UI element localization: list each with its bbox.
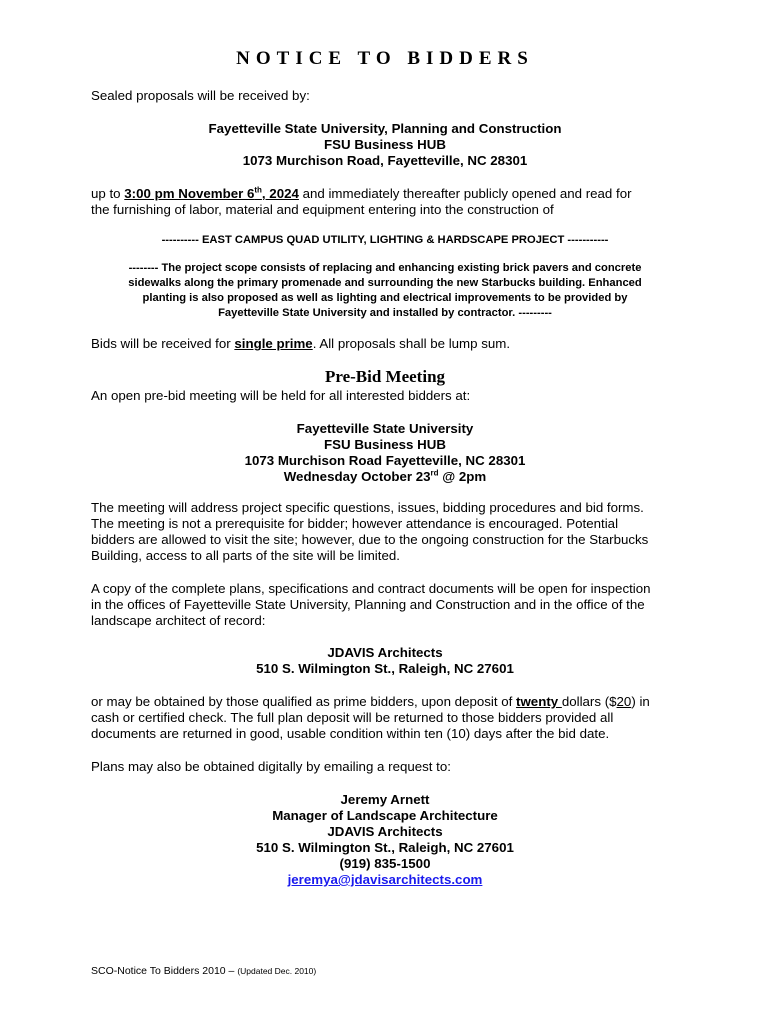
scope-line: sidewalks along the primary promenade and surrounding the new Starbucks building. Enhanced: [128, 277, 642, 289]
meeting-line: bidders are allowed to visit the site; however, due to the ongoing construction for the Starbucks: [91, 532, 649, 547]
deposit-amount-word: twenty: [516, 694, 562, 709]
prebid-intro: An open pre-bid meeting will be held for all interested bidders at:: [91, 388, 471, 403]
prebid-location-line: Fayetteville State University: [296, 421, 474, 436]
meeting-line: Building, access to all parts of the site will be limited.: [91, 548, 400, 563]
deposit-line: cash or certified check. The full plan deposit will be returned to those bidders provided all: [91, 710, 614, 725]
meeting-line: The meeting is not a prerequisite for bidder; however attendance is encouraged. Potential: [91, 516, 619, 531]
prebid-date-ordinal: rd: [430, 468, 439, 478]
bids-type: single prime: [234, 336, 313, 351]
prebid-location-line: FSU Business HUB: [324, 437, 446, 452]
digital-text: Plans may also be obtained digitally by emailing a request to:: [91, 759, 451, 774]
project-name: ---------- EAST CAMPUS QUAD UTILITY, LIGHTING & HARDSCAPE PROJECT -----------: [161, 234, 609, 246]
meeting-paragraph: [91, 500, 691, 564]
receiver-line: Fayetteville State University, Planning and Construction: [208, 121, 562, 136]
deadline-paragraph: [91, 186, 691, 218]
prebid-location: [0, 421, 770, 485]
deposit-suffix: ) in: [631, 694, 650, 709]
prebid-date-prefix: Wednesday October 23: [283, 469, 431, 484]
architect-address: 510 S. Wilmington St., Raleigh, NC 27601: [256, 661, 514, 676]
architect-block: [0, 645, 770, 677]
prebid-location-line: 1073 Murchison Road Fayetteville, NC 28301: [244, 453, 526, 468]
footer-updated: (Updated Dec. 2010): [237, 966, 317, 976]
deposit-line: documents are returned in good, usable condition within ten (10) days after the bid date.: [91, 726, 610, 741]
scope-line: planting is also proposed as well as lighting and electrical improvements to be provided by: [142, 292, 628, 304]
contact-address: 510 S. Wilmington St., Raleigh, NC 27601: [256, 840, 514, 855]
project-scope: [90, 261, 680, 321]
page-footer: [91, 965, 316, 977]
architect-name: JDAVIS Architects: [327, 645, 443, 660]
deadline-year: , 2024: [261, 186, 299, 201]
receiver-line: FSU Business HUB: [324, 137, 446, 152]
prebid-heading: Pre-Bid Meeting: [324, 367, 446, 386]
deadline-ordinal: th: [254, 185, 262, 195]
meeting-line: The meeting will address project specific questions, issues, bidding procedures and bid forms.: [91, 500, 644, 515]
bids-prefix: Bids will be received for: [91, 336, 235, 351]
footer-main: SCO-Notice To Bidders 2010 –: [91, 965, 238, 977]
contact-email-link[interactable]: jeremya@jdavisarchitects.com: [287, 872, 483, 887]
deposit-paragraph: [91, 694, 691, 742]
plans-line: in the offices of Fayetteville State University, Planning and Construction and in the office of the: [91, 597, 645, 612]
contact-name: Jeremy Arnett: [340, 792, 430, 807]
bids-paragraph: [91, 336, 691, 352]
contact-firm: JDAVIS Architects: [327, 824, 443, 839]
page-title: NOTICE TO BIDDERS: [236, 48, 534, 69]
deposit-prefix: or may be obtained by those qualified as prime bidders, upon deposit of: [91, 694, 517, 709]
deposit-mid: dollars ($: [561, 694, 617, 709]
plans-paragraph: [91, 581, 691, 629]
scope-line: -------- The project scope consists of replacing and enhancing existing brick pavers and concrete: [128, 262, 642, 274]
receiver-line: 1073 Murchison Road, Fayetteville, NC 28301: [242, 153, 528, 168]
deadline-prefix: up to: [91, 186, 125, 201]
receiver-address: [0, 121, 770, 169]
deadline-date: [124, 186, 299, 201]
contact-phone: (919) 835-1500: [339, 856, 431, 871]
contact-title: Manager of Landscape Architecture: [272, 808, 498, 823]
prebid-date-suffix: @ 2pm: [438, 469, 487, 484]
plans-line: landscape architect of record:: [91, 613, 266, 628]
bids-suffix: . All proposals shall be lump sum.: [312, 336, 511, 351]
plans-line: A copy of the complete plans, specifications and contract documents will be open for inspection: [91, 581, 651, 596]
contact-block: [0, 792, 770, 888]
deadline-line2: the furnishing of labor, material and equipment entering into the construction of: [91, 202, 554, 217]
prebid-date: [0, 469, 770, 485]
deadline-rest: and immediately thereafter publicly opened and read for: [298, 186, 632, 201]
scope-line: Fayetteville State University and installed by contractor. ---------: [218, 307, 552, 319]
intro-text: Sealed proposals will be received by:: [91, 88, 310, 103]
deadline-time: 3:00 pm November 6: [124, 186, 255, 201]
deposit-amount: 20: [616, 694, 632, 709]
